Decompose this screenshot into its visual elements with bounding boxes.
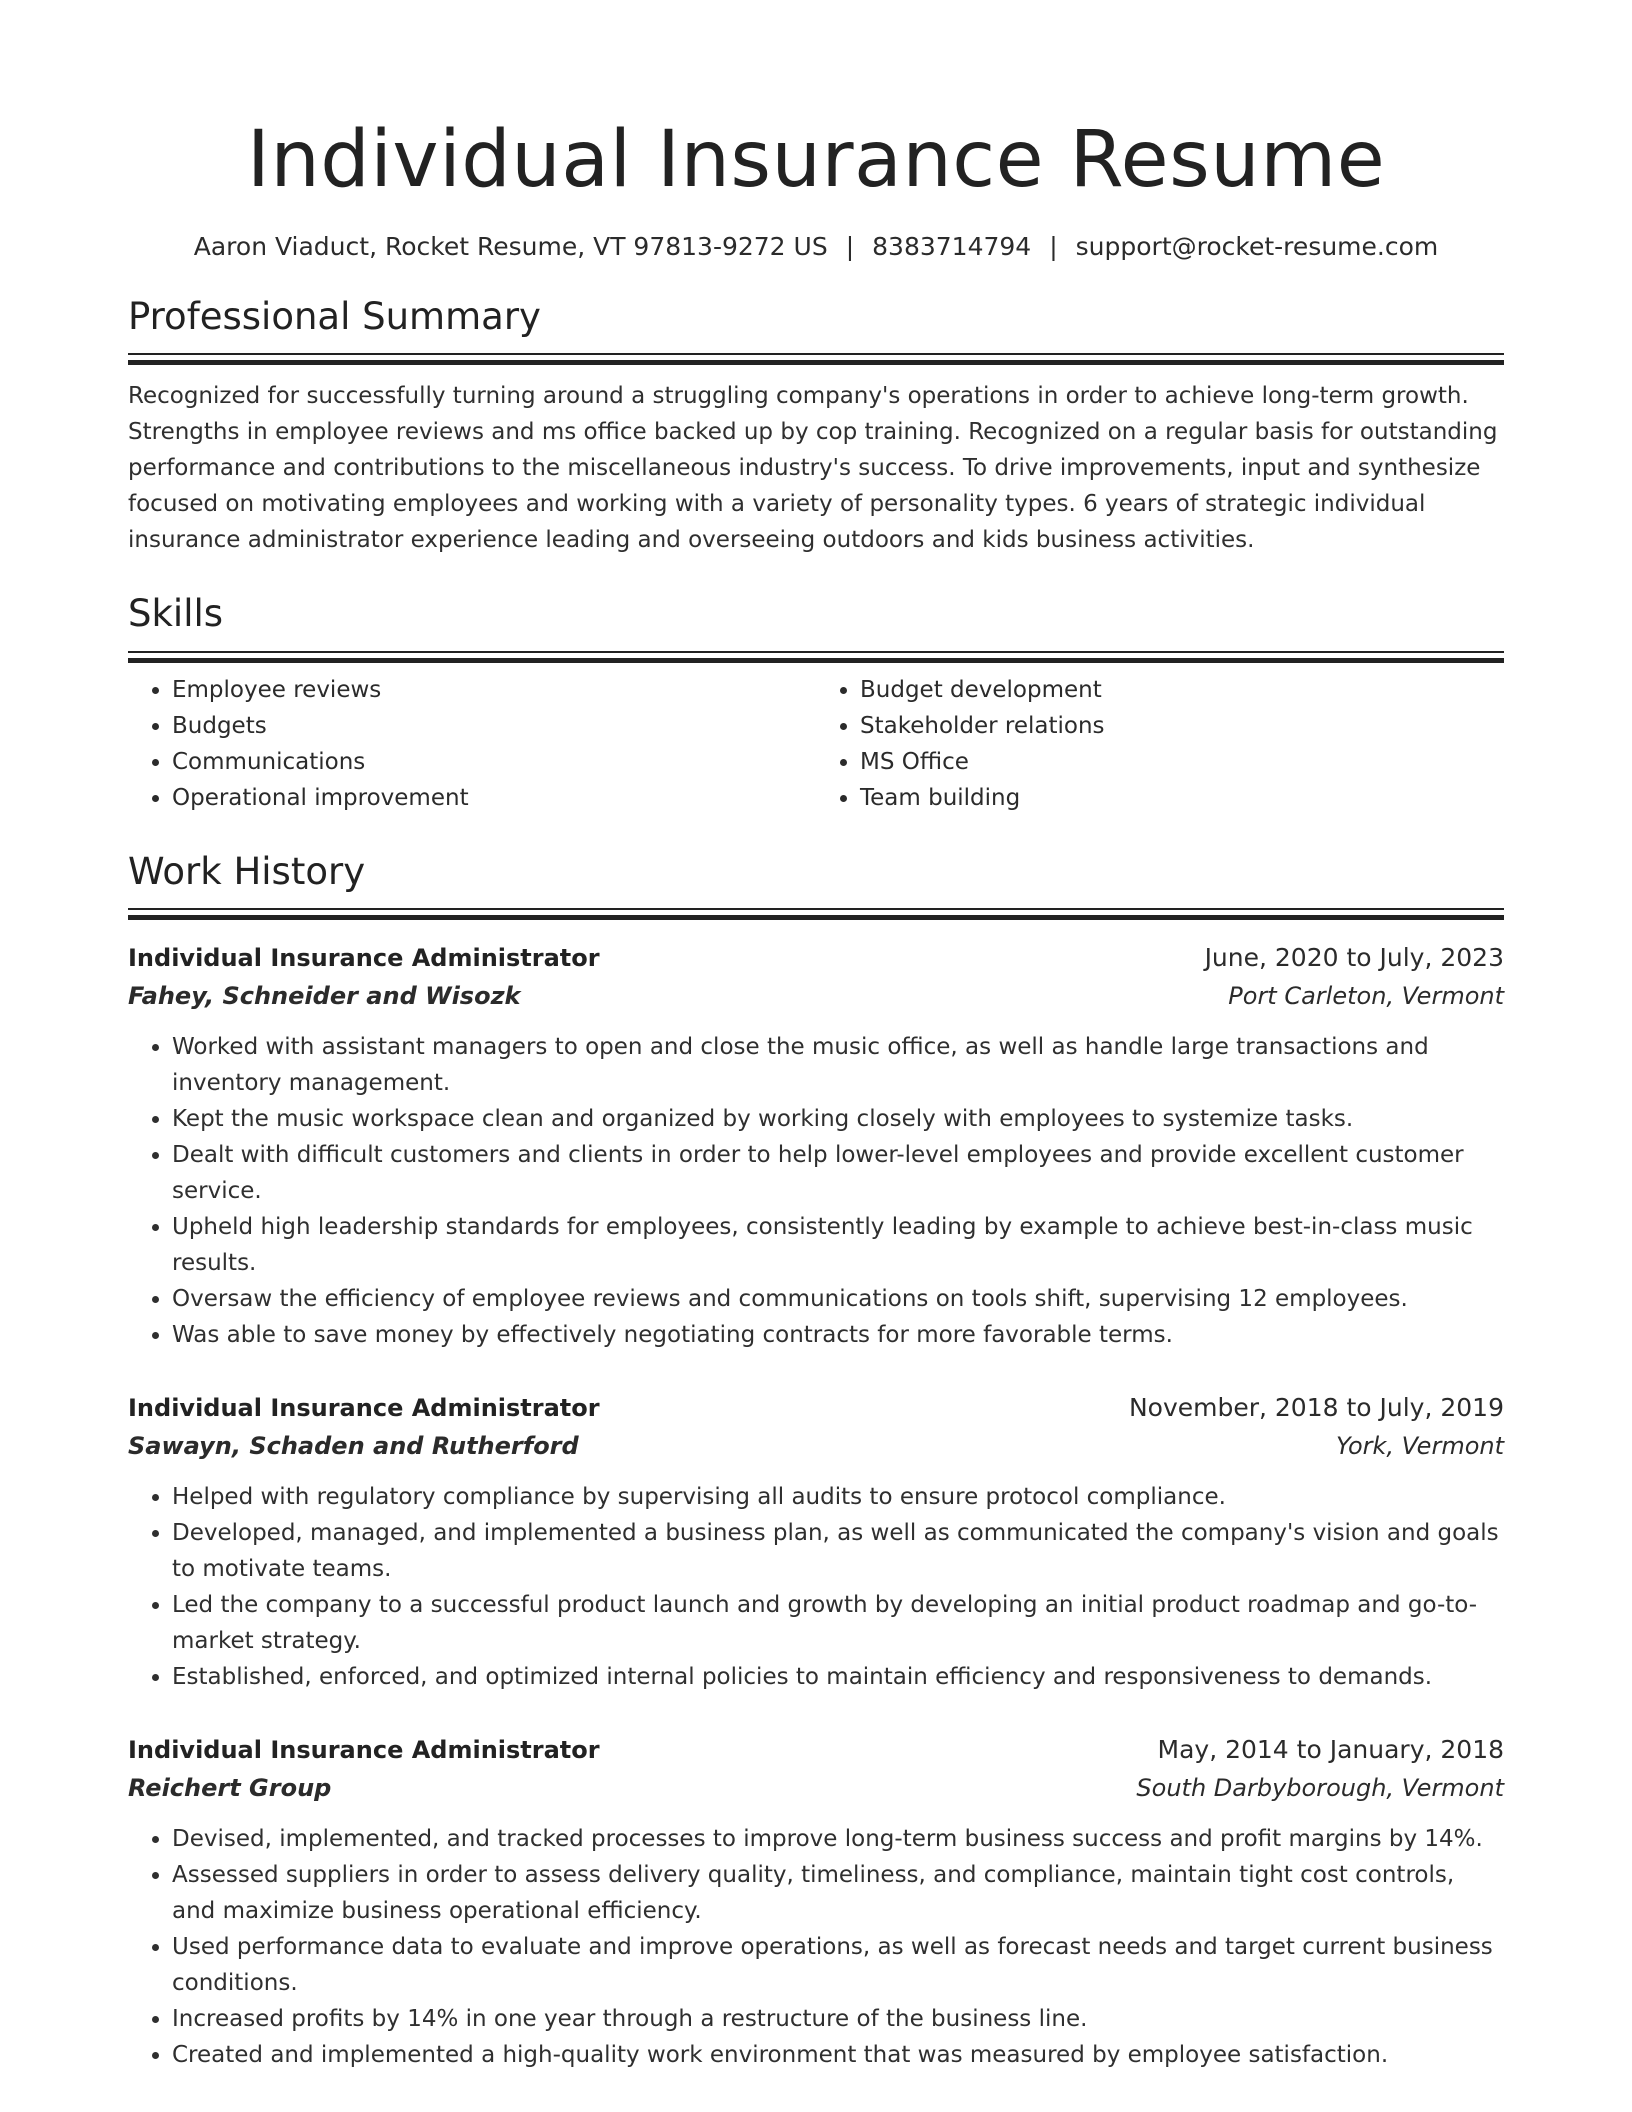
skill-item: • MS Office [860,744,1504,780]
job-bullet: • Upheld high leadership standards for employees, consistently leading by example to achieve best-in-class music results. [172,1209,1504,1281]
contact-phone: 8383714794 [872,231,1032,261]
job-entry [128,939,1504,1353]
contact-line [128,232,1504,261]
skill-item: • Communications [172,744,816,780]
job-location: South Darbyborough, Vermont [1136,1773,1504,1802]
skill-item: • Operational improvement [172,780,816,816]
job-bullet: • Developed, managed, and implemented a business plan, as well as communicated the company's vision and goals to motivate teams. [172,1515,1504,1587]
job-bullet: • Increased profits by 14% in one year through a restructure of the business line. [172,2001,1504,2037]
job-bullets [128,1479,1504,1695]
skills-column-right [816,672,1504,816]
job-bullets [128,1029,1504,1353]
job-location: York, Vermont [1335,1431,1504,1460]
resume-title: Individual Insurance Resume [246,115,1386,205]
job-company: Reichert Group [128,1773,332,1802]
job-bullet: • Was able to save money by effectively negotiating contracts for more favorable terms. [172,1317,1504,1353]
job-company-row [128,1427,1504,1465]
skills-column-left [128,672,816,816]
skill-item: • Budgets [172,708,816,744]
skill-item: • Stakeholder relations [860,708,1504,744]
job-entry [128,1389,1504,1695]
skill-item: • Budget development [860,672,1504,708]
job-header-row [128,1731,1504,1769]
section-divider [128,651,1504,662]
job-bullet: • Helped with regulatory compliance by supervising all audits to ensure protocol compliance. [172,1479,1504,1515]
job-bullet: • Led the company to a successful product launch and growth by developing an initial product roadmap and go-to-market strategy. [172,1587,1504,1659]
skill-item: • Team building [860,780,1504,816]
job-bullet: • Used performance data to evaluate and improve operations, as well as forecast needs and target current business conditions. [172,1929,1504,2001]
job-company: Sawayn, Schaden and Rutherford [128,1431,579,1460]
summary-text: Recognized for successfully turning around a struggling company's operations in order to achieve long-term growth. Strengths in employee reviews and ms office backed up by cop training. Recognized on a regular basis for outstanding performance and contributions to the miscellaneous industry's success. To drive improvements, input and synthesize focused on motivating employees and working with a variety of personality types. 6 years of strategic individual insurance administrator experience leading and overseeing outdoors and kids business activities. [128,383,1498,554]
work-heading: Work History [128,849,366,893]
skills-heading: Skills [128,592,224,636]
job-dates: November, 2018 to July, 2019 [1128,1392,1504,1422]
section-divider [128,353,1504,364]
skill-item: • Employee reviews [172,672,816,708]
job-bullet: • Oversaw the efficiency of employee reviews and communications on tools shift, supervising 12 employees. [172,1281,1504,1317]
job-bullet: • Worked with assistant managers to open and close the music office, as well as handle large transactions and inventory management. [172,1029,1504,1101]
skills-section-header [128,592,1504,661]
job-title: Individual Insurance Administrator [128,1393,600,1422]
job-company-row [128,977,1504,1015]
job-dates: May, 2014 to January, 2018 [1157,1734,1504,1764]
skills-list [128,672,1504,816]
job-location: Port Carleton, Vermont [1228,981,1504,1010]
job-header-row [128,939,1504,977]
job-bullet: • Dealt with difficult customers and clients in order to help lower-level employees and provide excellent customer service. [172,1137,1504,1209]
contact-separator: | [1049,231,1058,261]
section-divider [128,908,1504,919]
job-bullet: • Kept the music workspace clean and organized by working closely with employees to systemize tasks. [172,1101,1504,1137]
summary-heading: Professional Summary [128,294,541,338]
job-title: Individual Insurance Administrator [128,943,600,972]
job-company: Fahey, Schneider and Wisozk [128,981,521,1010]
job-entry [128,1731,1504,2073]
job-dates: June, 2020 to July, 2023 [1204,942,1504,972]
contact-separator: | [845,231,855,261]
job-bullet: • Devised, implemented, and tracked processes to improve long-term business success and profit margins by 14%. [172,1821,1504,1857]
contact-address: Aaron Viaduct, Rocket Resume, VT 97813-9272 US [193,231,828,261]
job-header-row [128,1389,1504,1427]
job-company-row [128,1769,1504,1807]
summary-section-header [128,295,1504,364]
job-bullet: • Created and implemented a high-quality work environment that was measured by employee satisfaction. [172,2037,1504,2073]
job-bullet: • Established, enforced, and optimized internal policies to maintain efficiency and responsiveness to demands. [172,1659,1504,1695]
contact-email: support@rocket-resume.com [1075,231,1439,261]
job-title: Individual Insurance Administrator [128,1735,600,1764]
work-section-header [128,850,1504,919]
job-bullet: • Assessed suppliers in order to assess delivery quality, timeliness, and compliance, maintain tight cost controls, and maximize business operational efficiency. [172,1857,1504,1929]
job-bullets [128,1821,1504,2073]
